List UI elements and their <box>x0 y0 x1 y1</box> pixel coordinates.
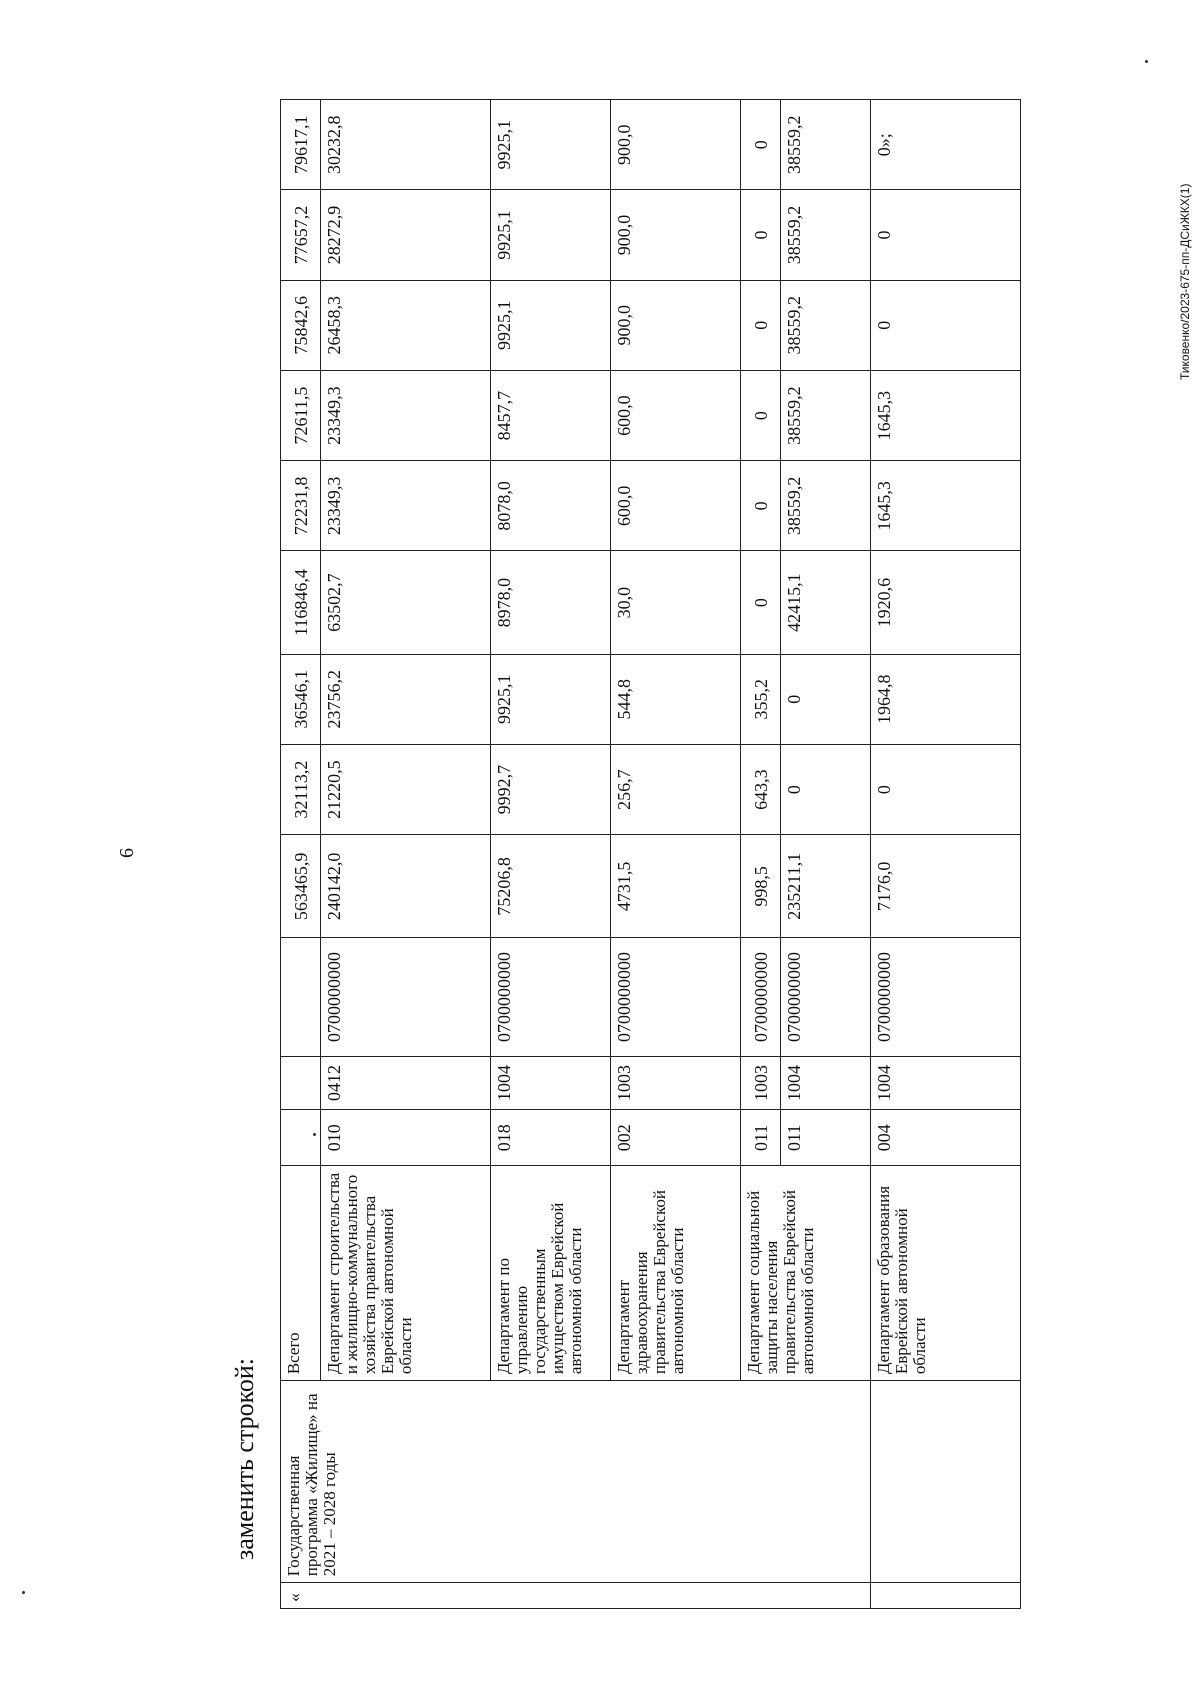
csr-cell <box>281 938 321 1056</box>
value-cell: 0 <box>741 370 781 460</box>
csr-cell: 0700000000 <box>321 938 491 1056</box>
value-cell: 240142,0 <box>321 835 491 938</box>
csr-cell: 0700000000 <box>611 938 741 1056</box>
value-cell: 9992,7 <box>491 744 611 834</box>
budget-table-wrapper <box>280 99 1020 1609</box>
value-cell: 38559,2 <box>781 461 871 551</box>
value-cell: 8457,7 <box>491 370 611 460</box>
open-quote: « <box>281 1583 871 1609</box>
value-cell: 998,5 <box>741 835 781 938</box>
value-cell: 8078,0 <box>491 461 611 551</box>
grbs-cell: 010 <box>321 1110 491 1166</box>
row-name: Департамент социальной защиты населения правительства Еврейской автономной области <box>741 1166 871 1381</box>
value-cell: 26458,3 <box>321 280 491 370</box>
grbs-cell <box>281 1110 321 1166</box>
value-cell: 38559,2 <box>781 370 871 460</box>
rzpr-cell: 1003 <box>611 1056 741 1110</box>
program-name-cell: Государственная программа «Жилище» на 2021 – 2028 годы <box>281 1381 871 1583</box>
intro-text: заменить строкой: <box>230 1357 259 1560</box>
value-cell: 0 <box>871 280 1021 370</box>
csr-cell: 0700000000 <box>871 938 1021 1056</box>
value-cell: 38559,2 <box>781 280 871 370</box>
rzpr-cell <box>281 1056 321 1110</box>
value-cell: 0 <box>741 461 781 551</box>
grbs-cell: 011 <box>741 1110 781 1166</box>
value-cell: 900,0 <box>611 190 741 280</box>
value-cell: 1964,8 <box>871 654 1021 744</box>
value-cell: 9925,1 <box>491 280 611 370</box>
value-cell: 9925,1 <box>491 190 611 280</box>
budget-table <box>280 99 1021 1609</box>
value-cell: 30232,8 <box>321 100 491 190</box>
grbs-cell: 018 <box>491 1110 611 1166</box>
rzpr-cell: 1004 <box>491 1056 611 1110</box>
value-cell: 0 <box>741 280 781 370</box>
value-cell: 116846,4 <box>281 551 321 654</box>
value-cell: 4731,5 <box>611 835 741 938</box>
row-name: Всего <box>281 1166 321 1381</box>
value-cell: 0 <box>871 744 1021 834</box>
grbs-cell: 004 <box>871 1110 1021 1166</box>
value-cell: 0 <box>781 654 871 744</box>
value-cell: 9925,1 <box>491 100 611 190</box>
value-cell: 75842,6 <box>281 280 321 370</box>
csr-cell: 0700000000 <box>491 938 611 1056</box>
value-cell: 38559,2 <box>781 100 871 190</box>
rzpr-cell: 0412 <box>321 1056 491 1110</box>
value-cell: 256,7 <box>611 744 741 834</box>
value-cell: 600,0 <box>611 461 741 551</box>
value-cell: 1645,3 <box>871 370 1021 460</box>
value-cell: 32113,2 <box>281 744 321 834</box>
value-cell: 72611,5 <box>281 370 321 460</box>
value-cell: 9925,1 <box>491 654 611 744</box>
value-cell: 0 <box>781 744 871 834</box>
value-cell: 235211,1 <box>781 835 871 938</box>
value-cell: 355,2 <box>741 654 781 744</box>
table-row <box>871 100 1021 1609</box>
value-cell: 900,0 <box>611 100 741 190</box>
table-row <box>281 100 321 1609</box>
page-number: 6 <box>116 848 138 858</box>
scan-speck <box>22 1591 25 1594</box>
csr-cell: 0700000000 <box>741 938 781 1056</box>
value-cell: 0 <box>741 551 781 654</box>
quote-cell-empty <box>871 1583 1021 1609</box>
value-cell: 8978,0 <box>491 551 611 654</box>
value-cell: 38559,2 <box>781 190 871 280</box>
value-cell: 28272,9 <box>321 190 491 280</box>
csr-cell: 0700000000 <box>781 938 871 1056</box>
value-cell: 900,0 <box>611 280 741 370</box>
value-cell: 563465,9 <box>281 835 321 938</box>
value-cell: 0»; <box>871 100 1021 190</box>
rzpr-cell: 1003 <box>741 1056 781 1110</box>
value-cell: 7176,0 <box>871 835 1021 938</box>
value-cell: 63502,7 <box>321 551 491 654</box>
row-name: Департамент строительства и жилищно-коммунального хозяйства правительства Еврейской автономной области <box>321 1166 491 1381</box>
value-cell: 600,0 <box>611 370 741 460</box>
footer-code: Тиковенко/2023-675-пп-ДСиЖКХ(1) <box>1178 183 1192 380</box>
value-cell: 72231,8 <box>281 461 321 551</box>
value-cell: 30,0 <box>611 551 741 654</box>
value-cell: 643,3 <box>741 744 781 834</box>
value-cell: 77657,2 <box>281 190 321 280</box>
value-cell: 1645,3 <box>871 461 1021 551</box>
value-cell: 0 <box>741 100 781 190</box>
value-cell: 1920,6 <box>871 551 1021 654</box>
program-cell-empty <box>871 1381 1021 1583</box>
grbs-cell: 002 <box>611 1110 741 1166</box>
value-cell: 75206,8 <box>491 835 611 938</box>
grbs-cell: 011 <box>781 1110 871 1166</box>
scan-speck <box>313 1133 316 1136</box>
value-cell: 23756,2 <box>321 654 491 744</box>
value-cell: 0 <box>871 190 1021 280</box>
value-cell: 544,8 <box>611 654 741 744</box>
row-name: Департамент образования Еврейской автономной области <box>871 1166 1021 1381</box>
rzpr-cell: 1004 <box>781 1056 871 1110</box>
row-name: Департамент по управлению государственным имуществом Еврейской автономной области <box>491 1166 611 1381</box>
value-cell: 23349,3 <box>321 461 491 551</box>
row-name: Департамент здравоохранения правительства Еврейской автономной области <box>611 1166 741 1381</box>
value-cell: 21220,5 <box>321 744 491 834</box>
scan-speck <box>1145 60 1148 63</box>
value-cell: 79617,1 <box>281 100 321 190</box>
value-cell: 36546,1 <box>281 654 321 744</box>
value-cell: 42415,1 <box>781 551 871 654</box>
value-cell: 23349,3 <box>321 370 491 460</box>
value-cell: 0 <box>741 190 781 280</box>
rzpr-cell: 1004 <box>871 1056 1021 1110</box>
